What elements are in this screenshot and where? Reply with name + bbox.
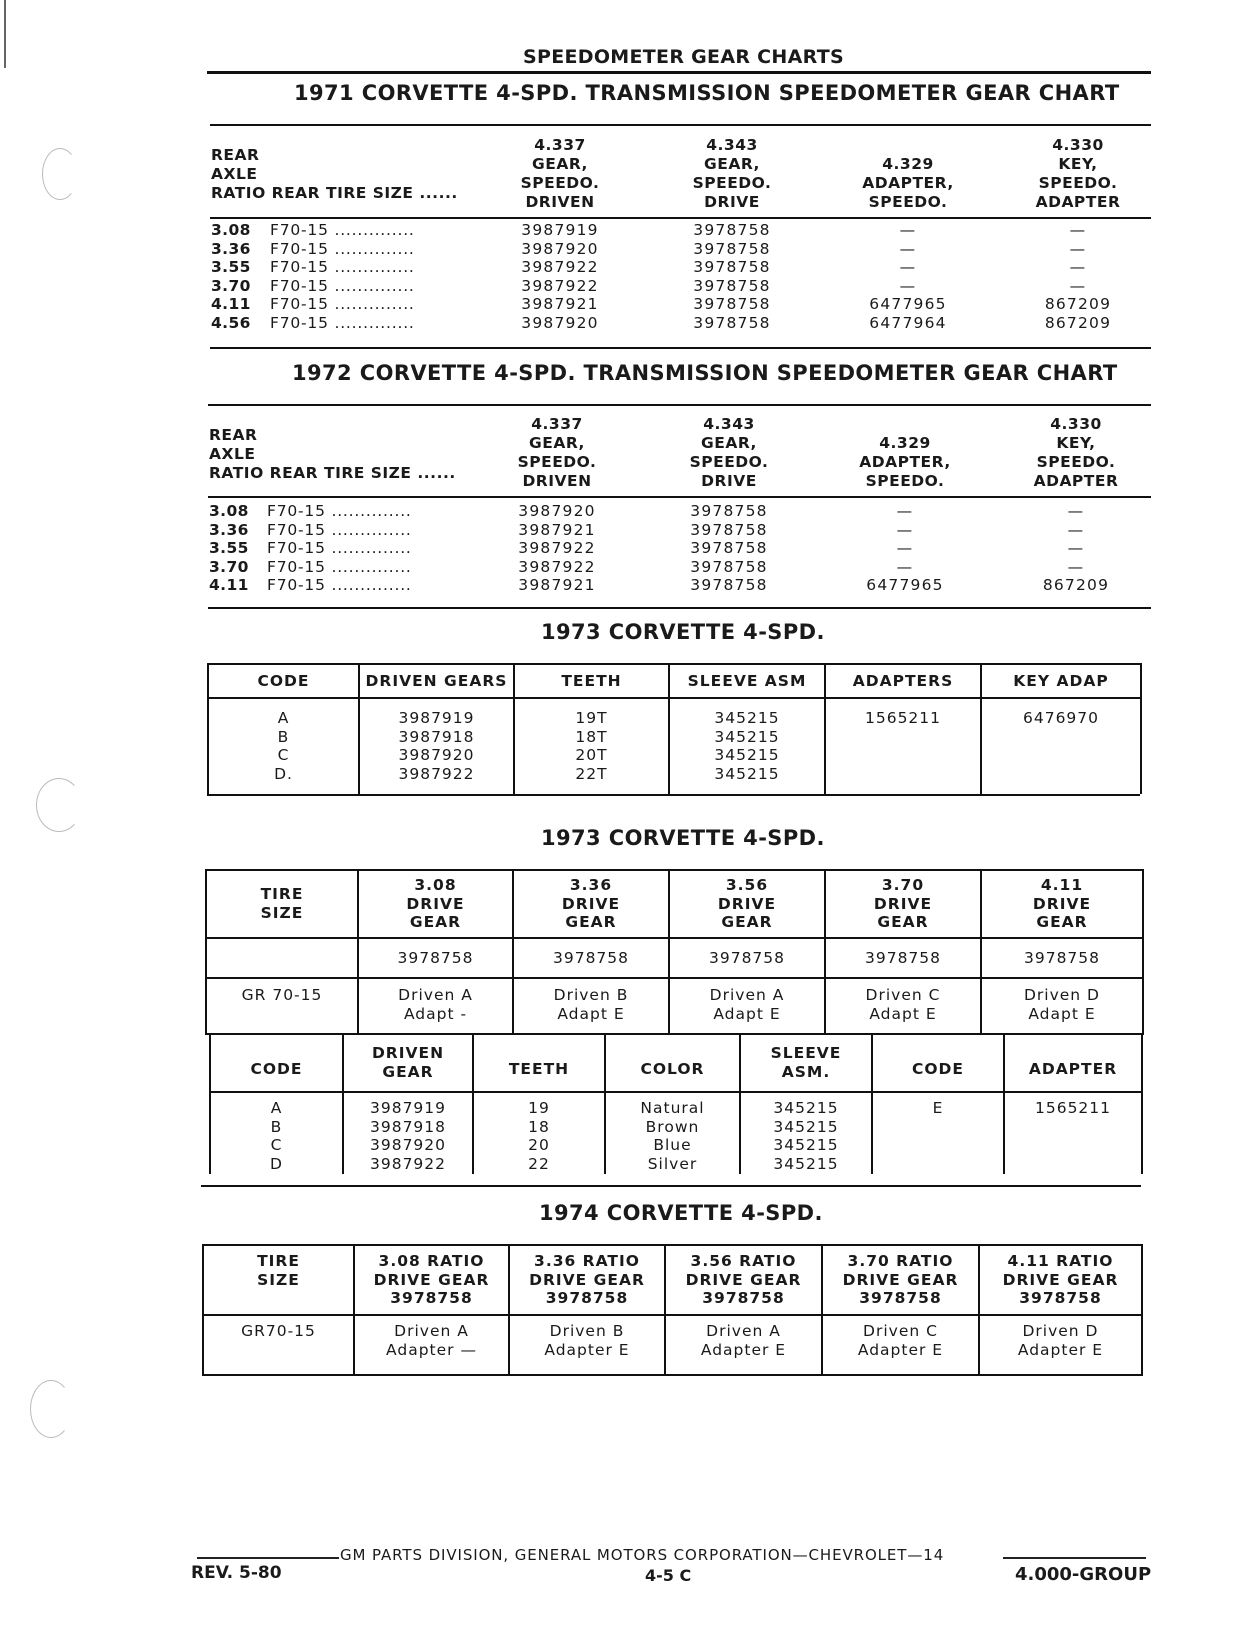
axle-ratio: 3.55 [211,258,251,277]
column-header-line: DRIVE [704,193,760,211]
axle-ratio: 3.36 [211,239,251,258]
axle-ratio: 3.70 [211,276,251,295]
left-edge-mark [4,0,6,68]
column-header-line: ADAPTER [1033,472,1119,490]
drive-gear-part: 3978758 [693,295,771,314]
chart-1973a-table [207,663,1142,794]
column-header-line: GEAR, [529,434,585,452]
key-adapter-part: — [1069,258,1087,277]
tire-size: F70-15 .............. [267,576,412,595]
chart-1973b-subtable [209,1034,1143,1174]
chart-1972-bottom-rule [208,607,1151,609]
tire-size: F70-15 .............. [267,539,412,558]
col-header-370-ratio: 3.70 RATIO DRIVE GEAR 3978758 [822,1245,979,1315]
cell-fit-370: Driven C Adapt E [825,978,981,1034]
tire-size: F70-15 .............. [270,314,415,332]
cell-fit-308: Driven A Adapt - [358,978,513,1034]
cell-part-336: 3978758 [513,938,669,978]
column-header-line: ADAPTER [1035,193,1121,211]
chart-1974-table [202,1244,1143,1376]
column-header-line: 4.330 [1050,415,1102,433]
adapter-part: — [896,539,914,558]
sub-cell-teeth: 19 18 20 22 [473,1092,605,1174]
cell-teeth: 19T 18T 20T 22T [514,698,669,794]
cell-fit-370-1974: Driven C Adapter E [822,1315,979,1375]
head-left-line: RATIO REAR TIRE SIZE ...... [209,464,456,482]
column-header-line: 4.337 [534,136,586,154]
col-header-356: 3.56 DRIVE GEAR [669,870,825,938]
column-header-line: SPEEDO. [1038,174,1118,192]
column-header-line: 4.330 [1052,136,1104,154]
cell-part-411: 3978758 [981,938,1143,978]
sub-cell-driven: 3987919 3987918 3987920 3987922 [343,1092,473,1174]
adapter-part: — [896,557,914,576]
drive-gear-part: 3978758 [690,576,768,595]
adapter-part: — [899,239,917,258]
chart-1972-top-rule [208,404,1151,406]
column-header-line: SPEEDO. [692,174,772,192]
cell-fit-336-1974: Driven B Adapter E [509,1315,665,1375]
chart-1972-title: 1972 CORVETTE 4-SPD. TRANSMISSION SPEEDOMETER GEAR CHART [292,361,1118,385]
axle-ratio: 3.36 [209,520,249,539]
adapter-part: 6477965 [869,295,947,314]
column-header-line: SPEEDO. [1036,453,1116,471]
column-header-line: SPEEDO. [517,453,597,471]
sub-header-adapter: ADAPTER [1004,1034,1142,1092]
column-header-line: ADAPTER, [859,453,951,471]
column-header-line: KEY, [1056,434,1096,452]
cell-fit-411-1974: Driven D Adapter E [979,1315,1142,1375]
key-adapter-part: 867209 [1042,576,1110,595]
col-header-sleeve-asm: SLEEVE ASM [669,664,825,698]
col-header-driven-gears: DRIVEN GEARS [359,664,514,698]
column-header-line: DRIVEN [522,472,592,490]
key-adapter-part: — [1067,502,1085,520]
drive-gear-part: 3978758 [693,314,771,332]
axle-ratio: 4.11 [209,576,249,595]
chart-1972-head-rule [208,496,1151,498]
col-header-411: 4.11 DRIVE GEAR [981,870,1143,938]
axle-ratio: 4.56 [211,314,251,332]
col-header-teeth: TEETH [514,664,669,698]
axle-ratio: 3.70 [209,557,249,576]
drive-gear-part: 3978758 [693,239,771,258]
tire-size: F70-15 .............. [270,239,415,258]
drive-gear-part: 3978758 [693,276,771,295]
cell-fit-308-1974: Driven A Adapter — [354,1315,509,1375]
chart-1973b-title: 1973 CORVETTE 4-SPD. [541,826,825,850]
driven-gear-part: 3987920 [518,502,596,520]
key-adapter-part: — [1069,221,1087,239]
col-header-key-adap: KEY ADAP [981,664,1141,698]
head-left-line: AXLE [211,165,258,183]
chart-1973b-table [205,869,1144,1035]
adapter-part: — [899,276,917,295]
column-header-line: KEY, [1058,155,1098,173]
column-header-line: 4.337 [531,415,583,433]
col-header-adapters: ADAPTERS [825,664,981,698]
key-adapter-part: 867209 [1044,295,1112,314]
column-header-line: GEAR, [704,155,760,173]
key-adapter-part: — [1067,539,1085,558]
adapter-part: — [896,520,914,539]
cell-key-adap: 6476970 [981,698,1141,794]
cell-part-370: 3978758 [825,938,981,978]
column-header-line: 4.343 [706,136,758,154]
cell-tire: GR 70-15 [206,978,358,1034]
chart-1971-top-rule [210,124,1151,126]
column-header-line: 4.343 [703,415,755,433]
sub-header-driven-gear: DRIVEN GEAR [343,1034,473,1092]
sub-cell-color: Natural Brown Blue Silver [605,1092,740,1174]
column-header-line: 4.329 [882,155,934,173]
col-header-tire-size-1974: TIRE SIZE [203,1245,354,1315]
column-header-line: 4.329 [879,434,931,452]
drive-gear-part: 3978758 [690,557,768,576]
tire-size: F70-15 .............. [267,520,412,539]
column-header-line: GEAR, [701,434,757,452]
title-rule [207,71,1151,74]
sub-cell-code: E [872,1092,1004,1174]
key-adapter-part: — [1069,239,1087,258]
axle-ratio: 3.55 [209,539,249,558]
key-adapter-part: — [1069,276,1087,295]
page-title: SPEEDOMETER GEAR CHARTS [523,46,844,68]
driven-gear-part: 3987919 [521,221,599,239]
chart-1971-title: 1971 CORVETTE 4-SPD. TRANSMISSION SPEEDOMETER GEAR CHART [294,81,1120,105]
drive-gear-part: 3978758 [690,539,768,558]
column-header-line: SPEEDO. [865,472,945,490]
col-header-370: 3.70 DRIVE GEAR [825,870,981,938]
column-header-line: DRIVEN [525,193,595,211]
adapter-part: — [899,258,917,277]
adapter-part: 6477964 [869,314,947,332]
footer-rule-right [1003,1557,1146,1559]
tire-size: F70-15 .............. [270,221,415,239]
key-adapter-part: — [1067,520,1085,539]
cell-part-356: 3978758 [669,938,825,978]
driven-gear-part: 3987922 [518,557,596,576]
head-left-line: REAR [211,146,260,164]
punch-hole-top [42,148,78,200]
chart-1971-head-rule [210,217,1151,219]
cell-fit-356: Driven A Adapt E [669,978,825,1034]
sub-cell-sleeve: 345215 345215 345215 345215 [740,1092,872,1174]
punch-hole-bottom [30,1380,72,1438]
chart-1971-bottom-rule [210,347,1151,349]
sub-header-sleeve-asm: SLEEVE ASM. [740,1034,872,1092]
cell-fit-336: Driven B Adapt E [513,978,669,1034]
column-header-line: GEAR, [532,155,588,173]
sub-cell-codes: A B C D [210,1092,343,1174]
chart-1974-title: 1974 CORVETTE 4-SPD. [539,1201,823,1225]
sub-cell-adapter: 1565211 [1004,1092,1142,1174]
footer-division: GM PARTS DIVISION, GENERAL MOTORS CORPORATION—CHEVROLET—14 [340,1546,945,1564]
tire-size: F70-15 .............. [267,502,412,520]
footer-page-number: 4-5 C [645,1566,692,1585]
column-header-line: SPEEDO. [868,193,948,211]
col-header-411-ratio: 4.11 RATIO DRIVE GEAR 3978758 [979,1245,1142,1315]
footer-group: 4.000-GROUP [1015,1564,1152,1585]
cell-tire-1974: GR70-15 [203,1315,354,1375]
chart-1973a-title: 1973 CORVETTE 4-SPD. [541,620,825,644]
adapter-part: — [899,221,917,239]
axle-ratio: 4.11 [211,295,251,314]
col-header-308-ratio: 3.08 RATIO DRIVE GEAR 3978758 [354,1245,509,1315]
col-header-336: 3.36 DRIVE GEAR [513,870,669,938]
sub-header-code-2: CODE [872,1034,1004,1092]
tire-size: F70-15 .............. [270,258,415,277]
adapter-part: 6477965 [866,576,944,595]
col-header-308: 3.08 DRIVE GEAR [358,870,513,938]
axle-ratio: 3.08 [209,502,249,520]
head-left-line: REAR [209,426,258,444]
column-header-line: DRIVE [701,472,757,490]
key-adapter-part: — [1067,557,1085,576]
driven-gear-part: 3987921 [518,576,596,595]
axle-ratio: 3.08 [211,221,251,239]
driven-gear-part: 3987922 [521,258,599,277]
punch-hole-middle [36,778,82,832]
drive-gear-part: 3978758 [690,520,768,539]
driven-gear-part: 3987921 [518,520,596,539]
col-header-336-ratio: 3.36 RATIO DRIVE GEAR 3978758 [509,1245,665,1315]
head-left-line: AXLE [209,445,256,463]
driven-gear-part: 3987920 [521,239,599,258]
tire-size: F70-15 .............. [270,276,415,295]
column-header-line: SPEEDO. [689,453,769,471]
footer-rule-left [197,1557,339,1559]
cell-empty [206,938,358,978]
tire-size: F70-15 .............. [267,557,412,576]
cell-fit-411: Driven D Adapt E [981,978,1143,1034]
column-header-line: ADAPTER, [862,174,954,192]
footer-rev: REV. 5-80 [191,1563,282,1583]
driven-gear-part: 3987920 [521,314,599,332]
head-left-line: RATIO REAR TIRE SIZE ...... [211,184,458,202]
sub-header-teeth: TEETH [473,1034,605,1092]
driven-gear-part: 3987922 [518,539,596,558]
sub-header-color: COLOR [605,1034,740,1092]
adapter-part: — [896,502,914,520]
cell-driven-gears: 3987919 3987918 3987920 3987922 [359,698,514,794]
sub-header-code: CODE [210,1034,343,1092]
drive-gear-part: 3978758 [693,258,771,277]
cell-codes: A B C D. [208,698,359,794]
drive-gear-part: 3978758 [693,221,771,239]
cell-adapters: 1565211 [825,698,981,794]
drive-gear-part: 3978758 [690,502,768,520]
key-adapter-part: 867209 [1044,314,1112,332]
col-header-356-ratio: 3.56 RATIO DRIVE GEAR 3978758 [665,1245,822,1315]
driven-gear-part: 3987922 [521,276,599,295]
col-header-tire-size: TIRE SIZE [206,870,358,938]
col-header-code: CODE [208,664,359,698]
chart-1973a-bottom-rule [207,794,1140,796]
driven-gear-part: 3987921 [521,295,599,314]
chart-1973b-bottom-rule [201,1185,1141,1187]
cell-sleeve-asm: 345215 345215 345215 345215 [669,698,825,794]
tire-size: F70-15 .............. [270,295,415,314]
cell-fit-356-1974: Driven A Adapter E [665,1315,822,1375]
cell-part-308: 3978758 [358,938,513,978]
column-header-line: SPEEDO. [520,174,600,192]
